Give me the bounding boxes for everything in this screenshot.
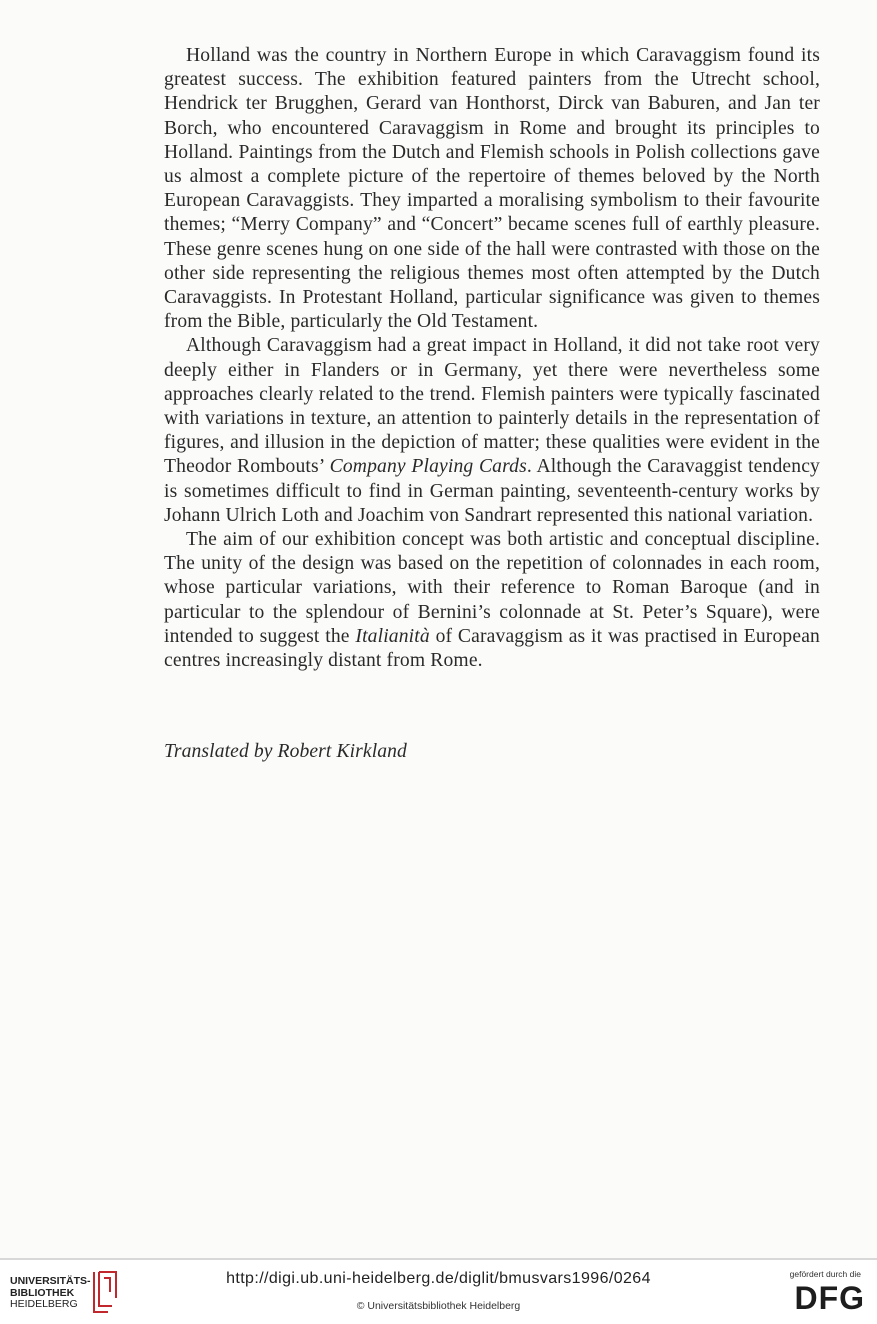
footer-bar (0, 1258, 877, 1324)
translator-credit: Translated by Robert Kirkland (164, 741, 407, 762)
artwork-title: Company Playing Cards (329, 456, 527, 478)
paragraph-2: Although Caravaggism had a great impact in Holland, it did not take root very deeply either in Flanders or in Germany, yet there were nevertheless some approaches clearly related to the trend. Flemish painters were typically fascinated with variations in texture, an attention to painterly details in the representation of figures, and illusion in the depiction of matter; these qualities were evident in the Theodor Rombouts’ Company Playing Cards. Although the Caravaggist tendency is sometimes difficult to find in German painting, seventeenth-century works by Johann Ulrich Loth and Joachim von Sandrart represented this national variation. (164, 335, 820, 526)
body-text (164, 44, 820, 673)
funding-note: gefördert durch die (789, 1269, 861, 1279)
copyright-notice: © Universitätsbibliothek Heidelberg (356, 1300, 521, 1312)
document-url[interactable]: http://digi.ub.uni-heidelberg.de/diglit/bmusvars1996/0264 (226, 1270, 651, 1287)
italic-term: Italianità (355, 625, 430, 647)
paragraph-1: Holland was the country in Northern Europe in which Caravaggism found its greatest success. The exhibition featured painters from the Utrecht school, Hendrick ter Brugghen, Gerard van Honthorst, Dirck van Baburen, and Jan ter Borch, who encountered Caravaggism in Rome and brought its principles to Holland. Paintings from the Dutch and Flemish schools in Polish collections gave us almost a complete picture of the repertoire of themes beloved by the North European Caravaggists. They imparted a moralising symbolism to their favourite themes; “Merry Company” and “Concert” became scenes full of earthly pleasure. These genre scenes hung on one side of the hall were contrasted with those on the other side representing the religious themes most often attempted by the Dutch Caravaggists. In Protestant Holland, particular significance was given to themes from the Bible, particularly the Old Testament. (164, 45, 820, 333)
dfg-logo: DFG (794, 1280, 865, 1316)
paragraph-3: The aim of our exhibition concept was both artistic and conceptual discipline. The unity of the design was based on the repetition of colonnades in each room, whose particular variations, with their reference to Roman Baroque (and in particular to the splendour of Bernini’s colonnade at St. Peter’s Square), were intended to suggest the Italianità of Caravaggism as it was practised in European centres increasingly distant from Rome. (164, 529, 820, 672)
library-name: UNIVERSITÄTS- BIBLIOTHEK HEIDELBERG (10, 1275, 91, 1310)
